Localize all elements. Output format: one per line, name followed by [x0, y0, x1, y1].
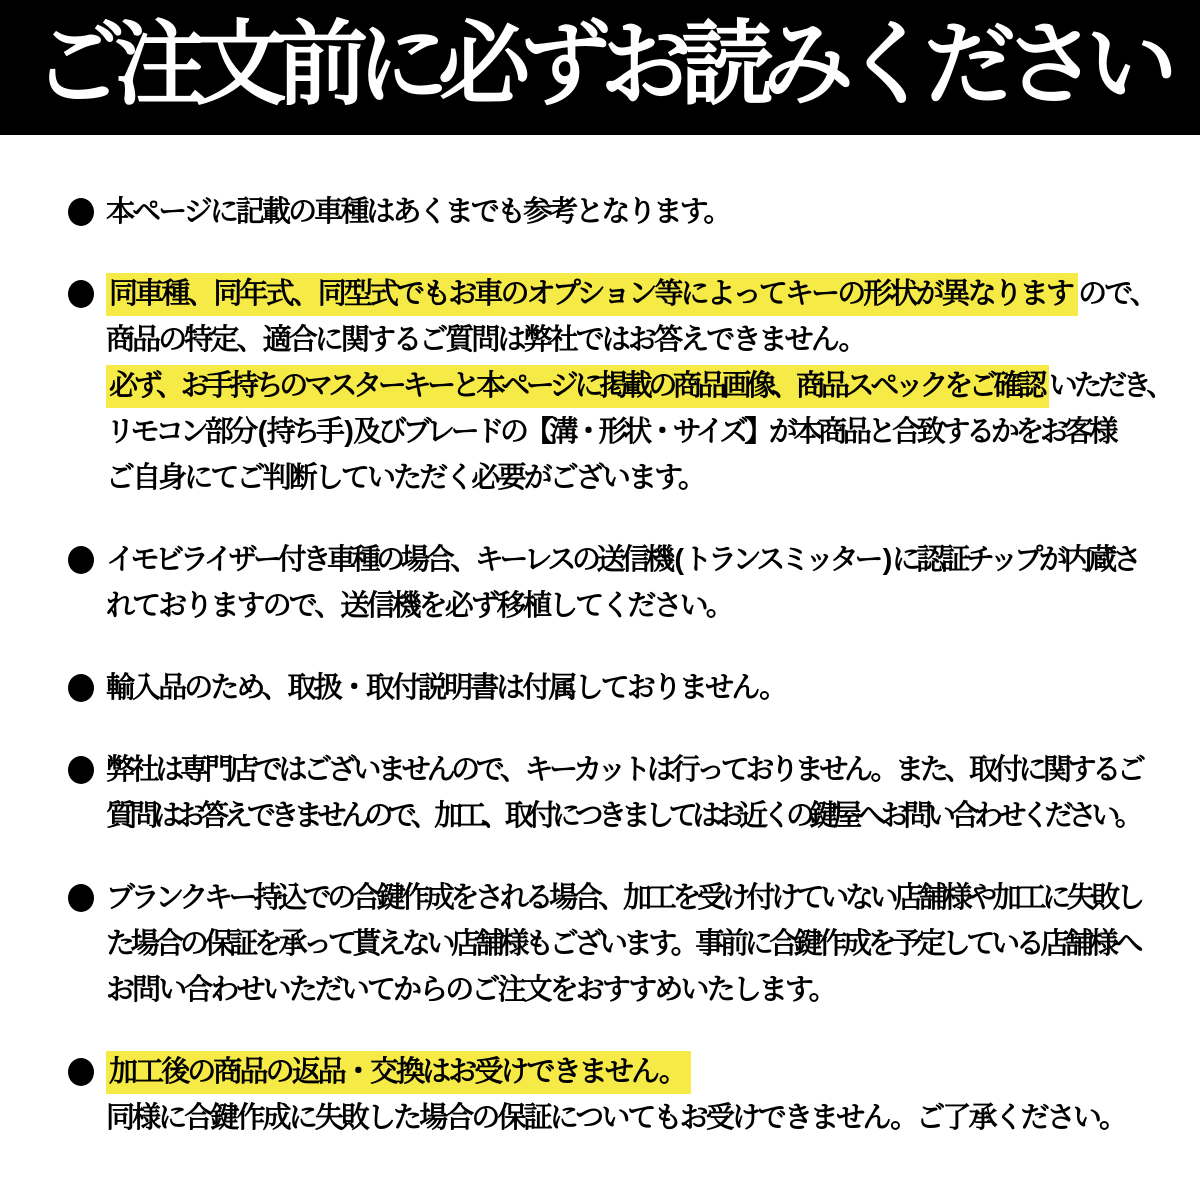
- notice-item: [68, 747, 1170, 839]
- notice-text-block: [106, 1049, 1125, 1141]
- notice-text: 同様に合鍵作成に失敗した場合の保証についてもお受けできません。ご了承ください。: [106, 1102, 1126, 1134]
- bullet-icon: [68, 1058, 94, 1086]
- notice-item: [68, 271, 1170, 501]
- notice-text-block: [106, 665, 785, 711]
- notice-text: ご自身にてご判断していただく必要がございます。: [106, 462, 704, 494]
- notice-item: [68, 665, 1170, 711]
- highlighted-text: 加工後の商品の返品・交換はお受けできません。: [106, 1051, 691, 1094]
- notice-line: [106, 583, 1137, 629]
- notice-line: [106, 793, 1142, 839]
- notice-text-block: [106, 189, 730, 235]
- bullet-icon: [68, 674, 94, 702]
- notice-line: [106, 1049, 1125, 1095]
- highlighted-text: 必ず、お手持ちのマスターキーと本ページに掲載の商品画像、商品スペックをご確認: [106, 365, 1049, 408]
- notice-line: [106, 875, 1141, 921]
- notice-text: リモコン部分 ( 持ち手 ) 及びブレードの【溝・形状・サイズ】が本商品と合致するかをお客様: [106, 416, 1114, 448]
- notice-list: [0, 135, 1200, 1141]
- notice-line: [106, 363, 1170, 409]
- notice-text: いただき、: [1048, 370, 1171, 402]
- notice-line: [106, 665, 785, 711]
- page-header: [0, 0, 1200, 135]
- notice-line: [106, 409, 1170, 455]
- notice-text: ので、: [1078, 278, 1156, 310]
- notice-text: 弊社は専門店ではございませんので、キーカットは行っておりません。また、取付に関するご: [106, 754, 1142, 786]
- notice-item: [68, 189, 1170, 235]
- bullet-icon: [68, 884, 94, 912]
- notice-line: [106, 271, 1170, 317]
- notice-line: [106, 1095, 1125, 1141]
- notice-text-block: [106, 875, 1141, 1013]
- notice-item: [68, 537, 1170, 629]
- notice-text: お問い合わせいただいてからのご注文をおすすめいたします。: [106, 974, 835, 1006]
- notice-text: 輸入品のため、取扱・取付説明書は付属しておりません。: [106, 672, 786, 704]
- notice-text: 商品の特定、適合に関するご質問は弊社ではお答えできません。: [106, 324, 865, 356]
- notice-text: 本ページに記載の車種はあくまでも参考となります。: [106, 196, 730, 228]
- notice-line: [106, 921, 1141, 967]
- bullet-icon: [68, 280, 94, 308]
- notice-line: [106, 747, 1142, 793]
- notice-text: ブランクキー持込での合鍵作成をされる場合、加工を受け付けていない店舗様や加工に失敗し: [106, 882, 1141, 914]
- bullet-icon: [68, 756, 94, 784]
- notice-text: た場合の保証を承って貰えない店舗様もございます。事前に合鍵作成を予定している店舗様へ: [106, 928, 1139, 960]
- bullet-icon: [68, 546, 94, 574]
- notice-text-block: [106, 271, 1170, 501]
- notice-line: [106, 967, 1141, 1013]
- page-title: ご注文前に必ずお読みください: [33, 13, 1167, 116]
- notice-text: 質問はお答えできませんので、加工、取付につきましてはお近くの鍵屋へお問い合わせください。: [106, 800, 1139, 832]
- notice-text-block: [106, 537, 1137, 629]
- notice-line: [106, 537, 1137, 583]
- notice-line: [106, 455, 1170, 501]
- notice-line: [106, 189, 730, 235]
- bullet-icon: [68, 198, 94, 226]
- notice-item: [68, 1049, 1170, 1141]
- highlighted-text: 同車種、同年式、同型式でもお車のオプション等によってキーの形状が異なります: [106, 273, 1078, 316]
- notice-text: イモビライザー付き車種の場合、キーレスの送信機 ( トランスミッター ) に認証チップが内蔵さ: [106, 544, 1138, 576]
- notice-text: れておりますので、送信機を必ず移植してください。: [106, 590, 732, 622]
- notice-line: [106, 317, 1170, 363]
- notice-item: [68, 875, 1170, 1013]
- notice-text-block: [106, 747, 1142, 839]
